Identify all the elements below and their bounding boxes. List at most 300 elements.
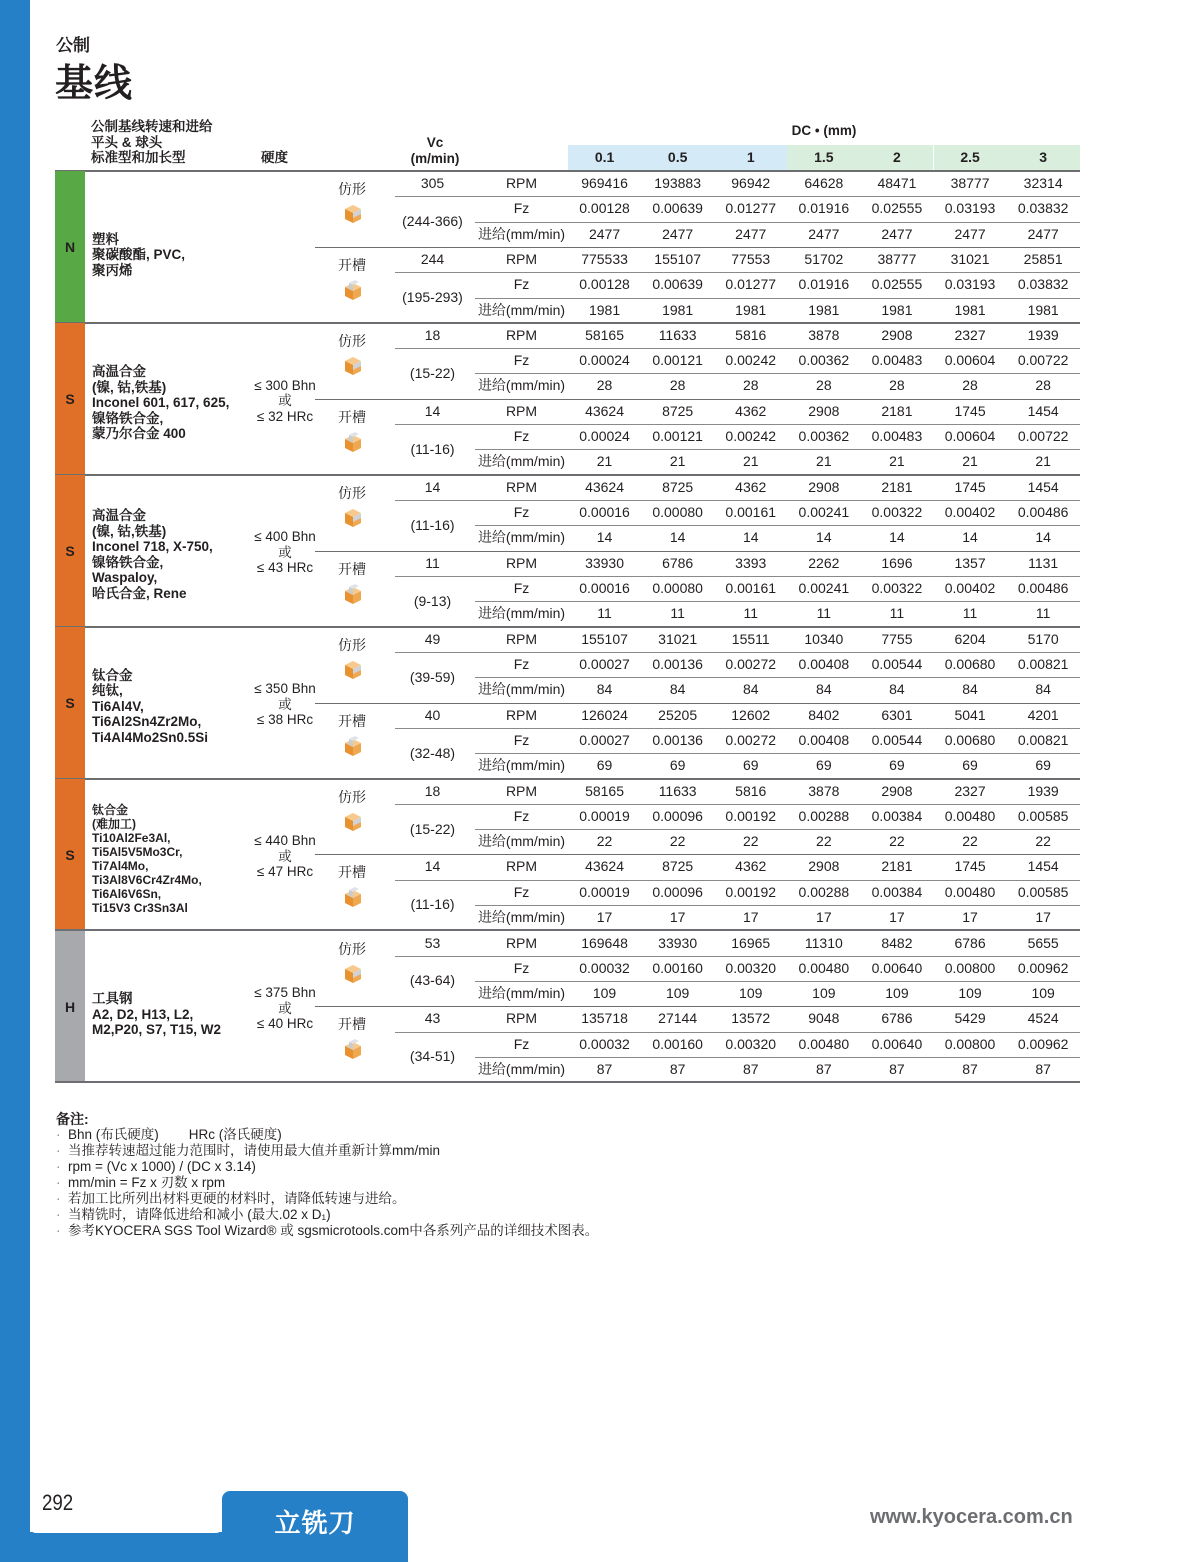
rpm-value: 12602 — [731, 706, 771, 723]
row-label-fz: Fz — [513, 655, 530, 672]
fz-value: 0.00160 — [652, 1035, 703, 1052]
hardness-value — [245, 378, 325, 425]
rpm-value: 31021 — [658, 630, 698, 647]
row-divider — [395, 956, 1080, 957]
row-label-rpm: RPM — [505, 1010, 538, 1027]
fz-value: 0.00480 — [944, 883, 996, 900]
material-description — [92, 668, 257, 746]
fz-value: 0.00192 — [725, 807, 777, 824]
fz-value: 0.00585 — [1017, 883, 1069, 900]
row-divider — [475, 1057, 1080, 1058]
row-divider — [395, 804, 1080, 805]
feed-value: 87 — [1035, 1061, 1051, 1077]
rpm-value: 5429 — [954, 1010, 986, 1027]
rpm-value: 38777 — [877, 250, 917, 267]
material-line: 高温合金 — [92, 364, 146, 380]
dc-column-header: 0.1 — [568, 145, 641, 170]
fz-value: 0.00680 — [944, 655, 996, 672]
fz-value: 0.00722 — [1017, 352, 1069, 369]
feed-value: 28 — [742, 377, 759, 394]
section-tab[interactable] — [222, 1491, 408, 1562]
rpm-value: 1939 — [1027, 326, 1059, 343]
rpm-value: 8725 — [662, 858, 694, 875]
material-category-badge: N — [55, 171, 85, 323]
rpm-value: 1745 — [954, 478, 986, 495]
feed-value: 1981 — [954, 301, 986, 318]
feed-value: 87 — [596, 1061, 613, 1077]
feed-value: 84 — [596, 681, 613, 698]
row-divider — [395, 424, 1080, 425]
rpm-value: 2908 — [808, 478, 840, 495]
feed-value: 1981 — [1027, 301, 1059, 318]
rpm-value: 32314 — [1023, 175, 1063, 191]
feed-value: 84 — [962, 681, 978, 698]
fz-value: 0.00483 — [871, 352, 923, 369]
notes-title: 备注: — [56, 1111, 89, 1127]
rpm-value: 38777 — [950, 175, 990, 191]
feed-value: 17 — [1035, 909, 1051, 926]
material-line: 聚丙烯 — [92, 262, 133, 278]
fz-value: 0.00640 — [871, 1035, 923, 1052]
feed-value: 87 — [669, 1061, 686, 1077]
feed-value: 84 — [889, 681, 905, 698]
row-label-feed: 进给(mm/min) — [477, 985, 566, 1002]
feed-value: 69 — [816, 757, 832, 774]
rpm-value: 9048 — [808, 1010, 840, 1027]
material-line: Ti6Al2Sn4Zr2Mo, — [92, 714, 202, 730]
fz-value: 0.01916 — [798, 276, 850, 293]
feed-value: 14 — [1035, 529, 1051, 546]
feed-value: 21 — [1035, 453, 1051, 470]
note-item: · 当推荐转速超过能力范围时，请使用最大值并重新计算mm/min — [56, 1143, 598, 1159]
feed-value: 11 — [1035, 605, 1051, 622]
rpm-value: 43624 — [585, 858, 625, 875]
rpm-value: 1131 — [1028, 554, 1059, 571]
row-label-fz: Fz — [513, 352, 530, 369]
feed-value: 28 — [669, 377, 686, 394]
feed-value: 69 — [742, 757, 759, 774]
fz-value: 0.02555 — [871, 200, 923, 217]
fz-value: 0.00272 — [725, 655, 777, 672]
feed-value: 84 — [816, 681, 832, 698]
fz-value: 0.00096 — [652, 807, 703, 824]
block-divider — [55, 1081, 1080, 1083]
fz-value: 0.00962 — [1017, 959, 1069, 976]
feed-value: 2477 — [662, 225, 694, 242]
hardness-line: 或 — [278, 1000, 292, 1016]
rpm-value: 11633 — [658, 782, 697, 799]
note-item: · rpm = (Vc x 1000) / (DC x 3.14) — [56, 1159, 598, 1175]
row-label-rpm: RPM — [505, 934, 538, 951]
rpm-value: 2908 — [881, 326, 913, 343]
feed-value: 1981 — [881, 301, 913, 318]
fz-value: 0.00402 — [944, 579, 996, 596]
feed-value: 2477 — [954, 225, 986, 242]
rpm-value: 51702 — [804, 250, 844, 267]
material-line: 聚碳酸酯, PVC, — [92, 247, 186, 263]
feed-value: 28 — [1035, 377, 1051, 394]
feed-value: 84 — [742, 681, 759, 698]
row-label-rpm: RPM — [505, 402, 538, 419]
feed-value: 11 — [816, 605, 832, 622]
fz-value: 0.00322 — [871, 579, 923, 596]
rpm-value: 5655 — [1027, 934, 1059, 951]
fz-value: 0.00160 — [652, 959, 703, 976]
row-label-feed: 进给(mm/min) — [477, 225, 566, 242]
fz-value: 0.00486 — [1017, 579, 1069, 596]
feed-value: 28 — [962, 377, 978, 394]
rpm-value: 15511 — [731, 630, 770, 647]
feed-value: 21 — [889, 453, 905, 470]
vc-value: 18 — [424, 782, 441, 799]
feed-value: 2477 — [881, 225, 913, 242]
fz-value: 0.00288 — [798, 883, 850, 900]
feed-value: 21 — [962, 453, 978, 470]
hardness-line: ≤ 440 Bhn — [254, 833, 316, 849]
mode-label-slot: 开槽 — [338, 1016, 366, 1033]
notes-section — [56, 1111, 598, 1239]
rpm-value: 169648 — [581, 934, 628, 951]
desc-line: 标准型和加长型 — [91, 150, 186, 165]
rpm-value: 1696 — [881, 554, 913, 571]
row-divider — [475, 905, 1080, 906]
feed-value: 17 — [596, 909, 613, 926]
dc-header-title: DC • (mm) — [791, 123, 857, 138]
fz-value: 0.00544 — [871, 731, 923, 748]
material-line: A2, D2, H13, L2, — [92, 1006, 194, 1022]
feed-value: 11 — [889, 605, 905, 622]
rpm-value: 3878 — [808, 326, 840, 343]
fz-value: 0.00032 — [579, 959, 630, 976]
slot-milling-icon — [342, 583, 364, 605]
row-divider — [475, 373, 1080, 374]
rpm-value: 3393 — [735, 554, 767, 571]
material-description — [92, 232, 257, 279]
material-category-badge: S — [55, 475, 85, 627]
fz-value: 0.00241 — [798, 504, 850, 521]
feed-value: 109 — [958, 985, 982, 1002]
material-line: (镍, 钴,铁基) — [92, 379, 167, 395]
row-divider — [395, 1032, 1080, 1033]
feed-value: 69 — [669, 757, 686, 774]
rpm-value: 1745 — [954, 858, 986, 875]
vc-value: 40 — [424, 706, 441, 723]
vc-range: (244-366) — [402, 212, 463, 229]
dc-column-header: 2 — [860, 145, 933, 170]
material-line: 工具钢 — [92, 991, 133, 1007]
row-divider — [395, 500, 1080, 501]
mode-label-profile: 仿形 — [338, 940, 366, 957]
material-line: Ti6Al6V6Sn, — [92, 886, 162, 901]
rpm-value: 8402 — [808, 706, 840, 723]
feed-value: 87 — [816, 1061, 832, 1077]
mode-label-profile: 仿形 — [338, 484, 366, 501]
rpm-value: 155107 — [654, 250, 701, 267]
rpm-value: 1745 — [954, 402, 986, 419]
hardness-value — [245, 833, 325, 880]
row-label-feed: 进给(mm/min) — [477, 453, 566, 470]
row-label-fz: Fz — [513, 731, 530, 748]
feed-value: 2477 — [588, 225, 621, 242]
fz-value: 0.00604 — [944, 352, 996, 369]
rpm-value: 58165 — [585, 326, 625, 343]
material-line: Ti10Al2Fe3Al, — [92, 830, 171, 845]
feed-value: 109 — [812, 985, 836, 1002]
rpm-value: 4362 — [735, 478, 767, 495]
note-item: · Bhn (布氏硬度) HRc (洛氏硬度) — [56, 1127, 598, 1143]
vc-range: (15-22) — [409, 364, 456, 381]
rpm-value: 4201 — [1027, 706, 1059, 723]
profile-milling-icon — [342, 203, 364, 225]
row-divider — [475, 677, 1080, 678]
rpm-value: 96942 — [731, 175, 771, 191]
vc-range: (15-22) — [409, 820, 456, 837]
fz-value: 0.00136 — [652, 731, 703, 748]
mode-divider — [315, 1006, 1080, 1007]
vc-range: (34-51) — [409, 1048, 456, 1065]
note-item: · 若加工比所列出材料更硬的材料时，请降低转速与进给。 — [56, 1191, 598, 1207]
rpm-value: 1357 — [954, 554, 986, 571]
row-label-rpm: RPM — [505, 782, 538, 799]
note-item: · 参考KYOCERA SGS Tool Wizard® 或 sgsmicrotools.com中各系列产品的详细技术图表。 — [56, 1223, 598, 1239]
fz-value: 0.00639 — [652, 200, 703, 217]
rpm-value: 2908 — [808, 402, 840, 419]
vc-value: 244 — [420, 250, 445, 267]
feed-value: 1981 — [735, 301, 767, 318]
fz-value: 0.00161 — [725, 504, 777, 521]
fz-value: 0.00402 — [944, 504, 996, 521]
feed-value: 21 — [596, 453, 613, 470]
row-label-fz: Fz — [513, 959, 530, 976]
material-description — [92, 991, 257, 1038]
vc-value: 14 — [424, 402, 441, 419]
material-line: Inconel 601, 617, 625, — [92, 395, 230, 411]
rpm-value: 25205 — [658, 706, 698, 723]
vc-range: (32-48) — [409, 744, 456, 761]
fz-value: 0.00121 — [652, 428, 703, 445]
feed-value: 14 — [962, 529, 978, 546]
rpm-value: 6204 — [954, 630, 986, 647]
feed-value: 14 — [596, 529, 613, 546]
mode-label-profile: 仿形 — [338, 181, 366, 197]
material-block — [55, 931, 1080, 1083]
profile-milling-icon — [342, 811, 364, 833]
rpm-value: 5816 — [735, 782, 767, 799]
rpm-value: 775533 — [581, 250, 628, 267]
feed-value: 109 — [1031, 985, 1055, 1002]
feed-value: 17 — [962, 909, 978, 926]
profile-milling-icon — [342, 507, 364, 529]
rpm-value: 5041 — [954, 706, 986, 723]
feed-value: 1981 — [808, 301, 840, 318]
rpm-value: 6786 — [954, 934, 986, 951]
material-line: 高温合金 — [92, 508, 146, 524]
hardness-value — [245, 985, 325, 1032]
feed-value: 11 — [962, 605, 978, 622]
mode-label-profile: 仿形 — [338, 332, 366, 349]
mode-divider — [315, 399, 1080, 400]
fz-value: 0.01277 — [725, 200, 777, 217]
rpm-value: 193883 — [654, 175, 701, 191]
fz-value: 0.00680 — [944, 731, 996, 748]
slot-milling-icon — [342, 431, 364, 453]
slot-milling-icon — [342, 279, 364, 301]
fz-value: 0.00486 — [1017, 504, 1069, 521]
desc-line: 公制基线转速和进给 — [91, 119, 213, 134]
hardness-line: 或 — [278, 393, 292, 409]
feed-value: 87 — [889, 1061, 905, 1077]
fz-value: 0.00585 — [1017, 807, 1069, 824]
mode-label-slot: 开槽 — [338, 560, 366, 577]
fz-value: 0.00288 — [798, 807, 850, 824]
rpm-value: 1939 — [1027, 782, 1059, 799]
feed-value: 69 — [1035, 757, 1051, 774]
material-description — [92, 508, 257, 601]
profile-milling-icon — [342, 963, 364, 985]
fz-value: 0.00544 — [871, 655, 923, 672]
hardness-value — [245, 681, 325, 728]
hardness-line: ≤ 47 HRc — [256, 864, 314, 880]
material-line: (难加工) — [92, 816, 136, 831]
rpm-value: 77553 — [731, 250, 771, 267]
fz-value: 0.00121 — [652, 352, 703, 369]
website-url[interactable]: www.kyocera.com.cn — [870, 1506, 1073, 1528]
material-description — [92, 803, 257, 915]
feed-value: 28 — [816, 377, 832, 394]
vc-value: 14 — [424, 478, 441, 495]
feed-value: 14 — [816, 529, 832, 546]
note-item: · 当精铣时，请降低进给和减小 (最大.02 x D₁) — [56, 1207, 598, 1223]
page-number: 292 — [42, 1490, 74, 1515]
vc-value: 305 — [420, 175, 445, 191]
material-line: Ti6Al4V, — [92, 698, 144, 714]
dc-column-header: 0.5 — [641, 145, 714, 170]
material-block — [55, 475, 1080, 627]
fz-value: 0.00800 — [944, 1035, 996, 1052]
row-label-feed: 进给(mm/min) — [477, 529, 566, 546]
hardness-line: ≤ 350 Bhn — [254, 681, 316, 697]
feed-value: 69 — [596, 757, 613, 774]
rpm-value: 5170 — [1027, 630, 1059, 647]
feed-value: 109 — [739, 985, 763, 1002]
row-label-fz: Fz — [513, 883, 530, 900]
material-line: 钛合金 — [92, 667, 133, 683]
rpm-value: 1454 — [1027, 402, 1059, 419]
rpm-value: 8725 — [662, 478, 694, 495]
feed-value: 2477 — [1027, 225, 1059, 242]
feed-value: 21 — [742, 453, 759, 470]
hardness-line: ≤ 375 Bhn — [254, 985, 316, 1001]
row-label-feed: 进给(mm/min) — [477, 605, 566, 622]
row-divider — [475, 601, 1080, 602]
feed-value: 2477 — [808, 225, 840, 242]
page-title: 基线 — [55, 63, 134, 105]
row-label-rpm: RPM — [505, 630, 538, 647]
slot-milling-icon — [342, 1038, 364, 1060]
vc-header-line: (m/min) — [410, 150, 460, 166]
rpm-value: 2181 — [881, 858, 913, 875]
row-label-feed: 进给(mm/min) — [477, 757, 566, 774]
fz-value: 0.00320 — [725, 1035, 777, 1052]
row-label-rpm: RPM — [505, 554, 538, 571]
hardness-line: ≤ 300 Bhn — [254, 377, 316, 393]
feed-value: 17 — [669, 909, 686, 926]
rpm-value: 6301 — [881, 706, 913, 723]
fz-value: 0.00480 — [798, 1035, 850, 1052]
feed-value: 22 — [669, 833, 686, 850]
vc-range: (43-64) — [409, 972, 456, 989]
vc-header — [395, 135, 475, 166]
row-divider — [475, 753, 1080, 754]
feed-value: 14 — [889, 529, 905, 546]
rpm-value: 4362 — [735, 858, 767, 875]
section-tab-label: 立铣刀 — [274, 1508, 356, 1538]
row-label-rpm: RPM — [505, 478, 538, 495]
row-label-rpm: RPM — [505, 250, 538, 267]
row-label-feed: 进给(mm/min) — [477, 909, 566, 926]
vc-value: 49 — [424, 630, 441, 647]
dc-column-header: 3 — [1007, 145, 1080, 170]
fz-value: 0.03193 — [944, 276, 996, 293]
rpm-value: 1454 — [1027, 858, 1059, 875]
rpm-value: 7755 — [881, 630, 913, 647]
rpm-value: 2262 — [808, 554, 840, 571]
left-accent-bar — [0, 0, 30, 1562]
material-line: Inconel 718, X-750, — [92, 539, 213, 555]
fz-value: 0.00800 — [944, 959, 996, 976]
fz-value: 0.00027 — [579, 655, 630, 672]
row-divider — [475, 222, 1080, 223]
feed-value: 11 — [743, 605, 758, 622]
rpm-value: 2908 — [808, 858, 840, 875]
vc-value: 14 — [424, 858, 441, 875]
rpm-value: 27144 — [658, 1010, 698, 1027]
fz-value: 0.00408 — [798, 731, 850, 748]
hardness-line: ≤ 40 HRc — [256, 1016, 314, 1032]
rpm-value: 10340 — [804, 630, 844, 647]
row-label-feed: 进给(mm/min) — [477, 301, 566, 318]
row-label-rpm: RPM — [505, 326, 538, 343]
feed-value: 69 — [889, 757, 905, 774]
rpm-value: 11633 — [658, 326, 697, 343]
profile-milling-icon — [342, 659, 364, 681]
notes-list — [56, 1127, 598, 1239]
rpm-value: 33930 — [585, 554, 625, 571]
table-description — [91, 119, 213, 166]
feed-value: 21 — [669, 453, 686, 470]
fz-value: 0.00027 — [579, 731, 630, 748]
rpm-value: 43624 — [585, 402, 625, 419]
material-line: Waspaloy, — [92, 570, 158, 586]
row-label-fz: Fz — [513, 504, 530, 521]
feed-value: 69 — [962, 757, 978, 774]
fz-value: 0.01277 — [725, 276, 777, 293]
feed-value: 1981 — [662, 301, 694, 318]
row-label-fz: Fz — [513, 200, 530, 217]
fz-value: 0.00241 — [798, 579, 850, 596]
rpm-value: 31021 — [950, 250, 990, 267]
dc-column-header: 1.5 — [787, 145, 860, 170]
material-category-badge: S — [55, 627, 85, 779]
rpm-value: 64628 — [804, 175, 844, 191]
mode-divider — [315, 247, 1080, 248]
mode-divider — [315, 854, 1080, 855]
fz-value: 0.00136 — [652, 655, 703, 672]
vc-range: (11-16) — [410, 516, 455, 533]
material-block — [55, 323, 1080, 475]
rpm-value: 6786 — [881, 1010, 913, 1027]
material-line: Ti15V3 Cr3Sn3Al — [92, 900, 188, 915]
